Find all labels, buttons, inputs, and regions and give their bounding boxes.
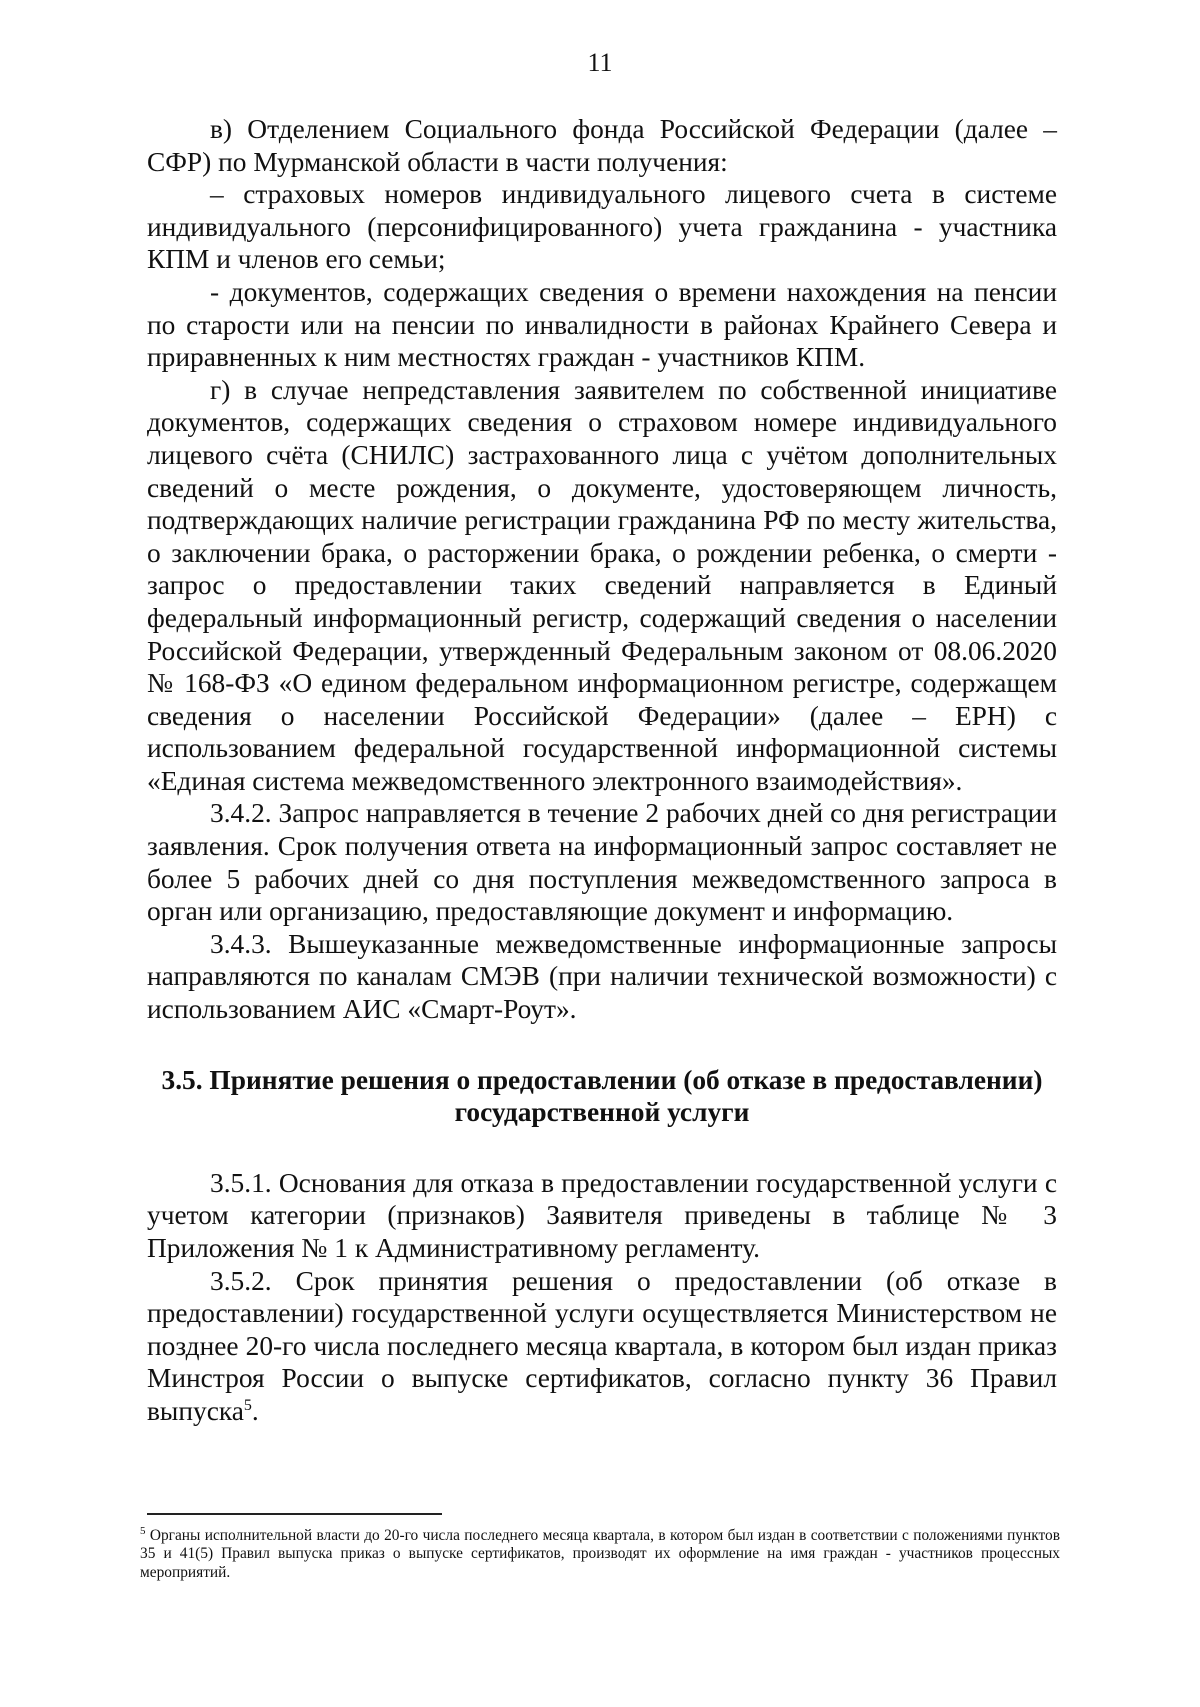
- paragraph-3-4-3: 3.4.3. Вышеуказанные межведомственные информационные запросы направляются по каналам СМЭВ (при наличии технической возможности) с использованием АИС «Смарт-Роут».: [147, 928, 1057, 1025]
- page-number: 11: [587, 48, 613, 77]
- paragraph-pension-documents: - документов, содержащих сведения о времени нахождения на пенсии по старости или на пенсии по инвалидности в районах Крайнего Севера и приравненных к ним местностях граждан - участников КПМ.: [147, 276, 1057, 373]
- footnote: [140, 1524, 1060, 1582]
- paragraph-3-4-2: 3.4.2. Запрос направляется в течение 2 рабочих дней со дня регистрации заявления. Срок получения ответа на информационный запрос составляет не более 5 рабочих дней со дня поступления межведомственного запроса в орган или организацию, предоставляющие документ и информацию.: [147, 798, 1057, 927]
- footnote-text: Органы исполнительной власти до 20-го числа последнего месяца квартала, в котором был издан в соответствии с положениями пунктов 35 и 41(5) Правил выпуска приказ о выпуске сертификатов, производят их оформление на имя граждан - участников процессных мероприятий.: [140, 1527, 1060, 1581]
- footnote-separator: [147, 1513, 442, 1515]
- footnote-marker: 5: [140, 1524, 146, 1537]
- paragraph-3-5-2-text: 3.5.2. Срок принятия решения о предоставлении (об отказе в предоставлении) государственной услуги осуществляется Министерством не позднее 20-го числа последнего месяца квартала, в котором был издан приказ Минстроя России о выпуске сертификатов, согласно пункту 36 Правил выпуска: [147, 1265, 1057, 1426]
- paragraph-3-5-1: 3.5.1. Основания для отказа в предоставлении государственной услуги с учетом категории (признаков) Заявителя приведены в таблице № 3 Приложения № 1 к Административному регламенту.: [147, 1167, 1057, 1263]
- paragraph-snils-numbers: – страховых номеров индивидуального лицевого счета в системе индивидуального (персонифицированного) учета гражданина - участника КПМ и членов его семьи;: [147, 179, 1057, 275]
- paragraph-sfr: в) Отделением Социального фонда Российской Федерации (далее – СФР) по Мурманской области в части получения:: [147, 114, 1057, 177]
- paragraph-3-5-2-end: .: [251, 1395, 259, 1426]
- paragraph-3-5-2: [147, 1265, 1057, 1428]
- section-heading-3-5: 3.5. Принятие решения о предоставлении (об отказе в предоставлении) государственной услуги: [161, 1064, 1043, 1128]
- footnote-reference: 5: [243, 1396, 252, 1414]
- paragraph-ern-request: г) в случае непредставления заявителем по собственной инициативе документов, содержащих сведения о страховом номере индивидуального лицевого счёта (СНИЛС) застрахованного лица с учётом дополнительных сведений о месте рождения, о документе, удостоверяющем личность, подтверждающих наличие регистрации гражданина РФ по месту жительства, о заключении брака, о расторжении брака, о рождении ребенка, о смерти - запрос о предоставлении таких сведений направляется в Единый федеральный информационный регистр, содержащий сведения о населении Российской Федерации, утвержденный Федеральным законом от 08.06.2020 № 168-ФЗ «О едином федеральном информационном регистре, содержащем сведения о населении Российской Федерации» (далее – ЕРН) с использованием федеральной государственной информационной системы «Единая система межведомственного электронного взаимодействия».: [147, 374, 1057, 796]
- main-text: [147, 113, 1057, 1428]
